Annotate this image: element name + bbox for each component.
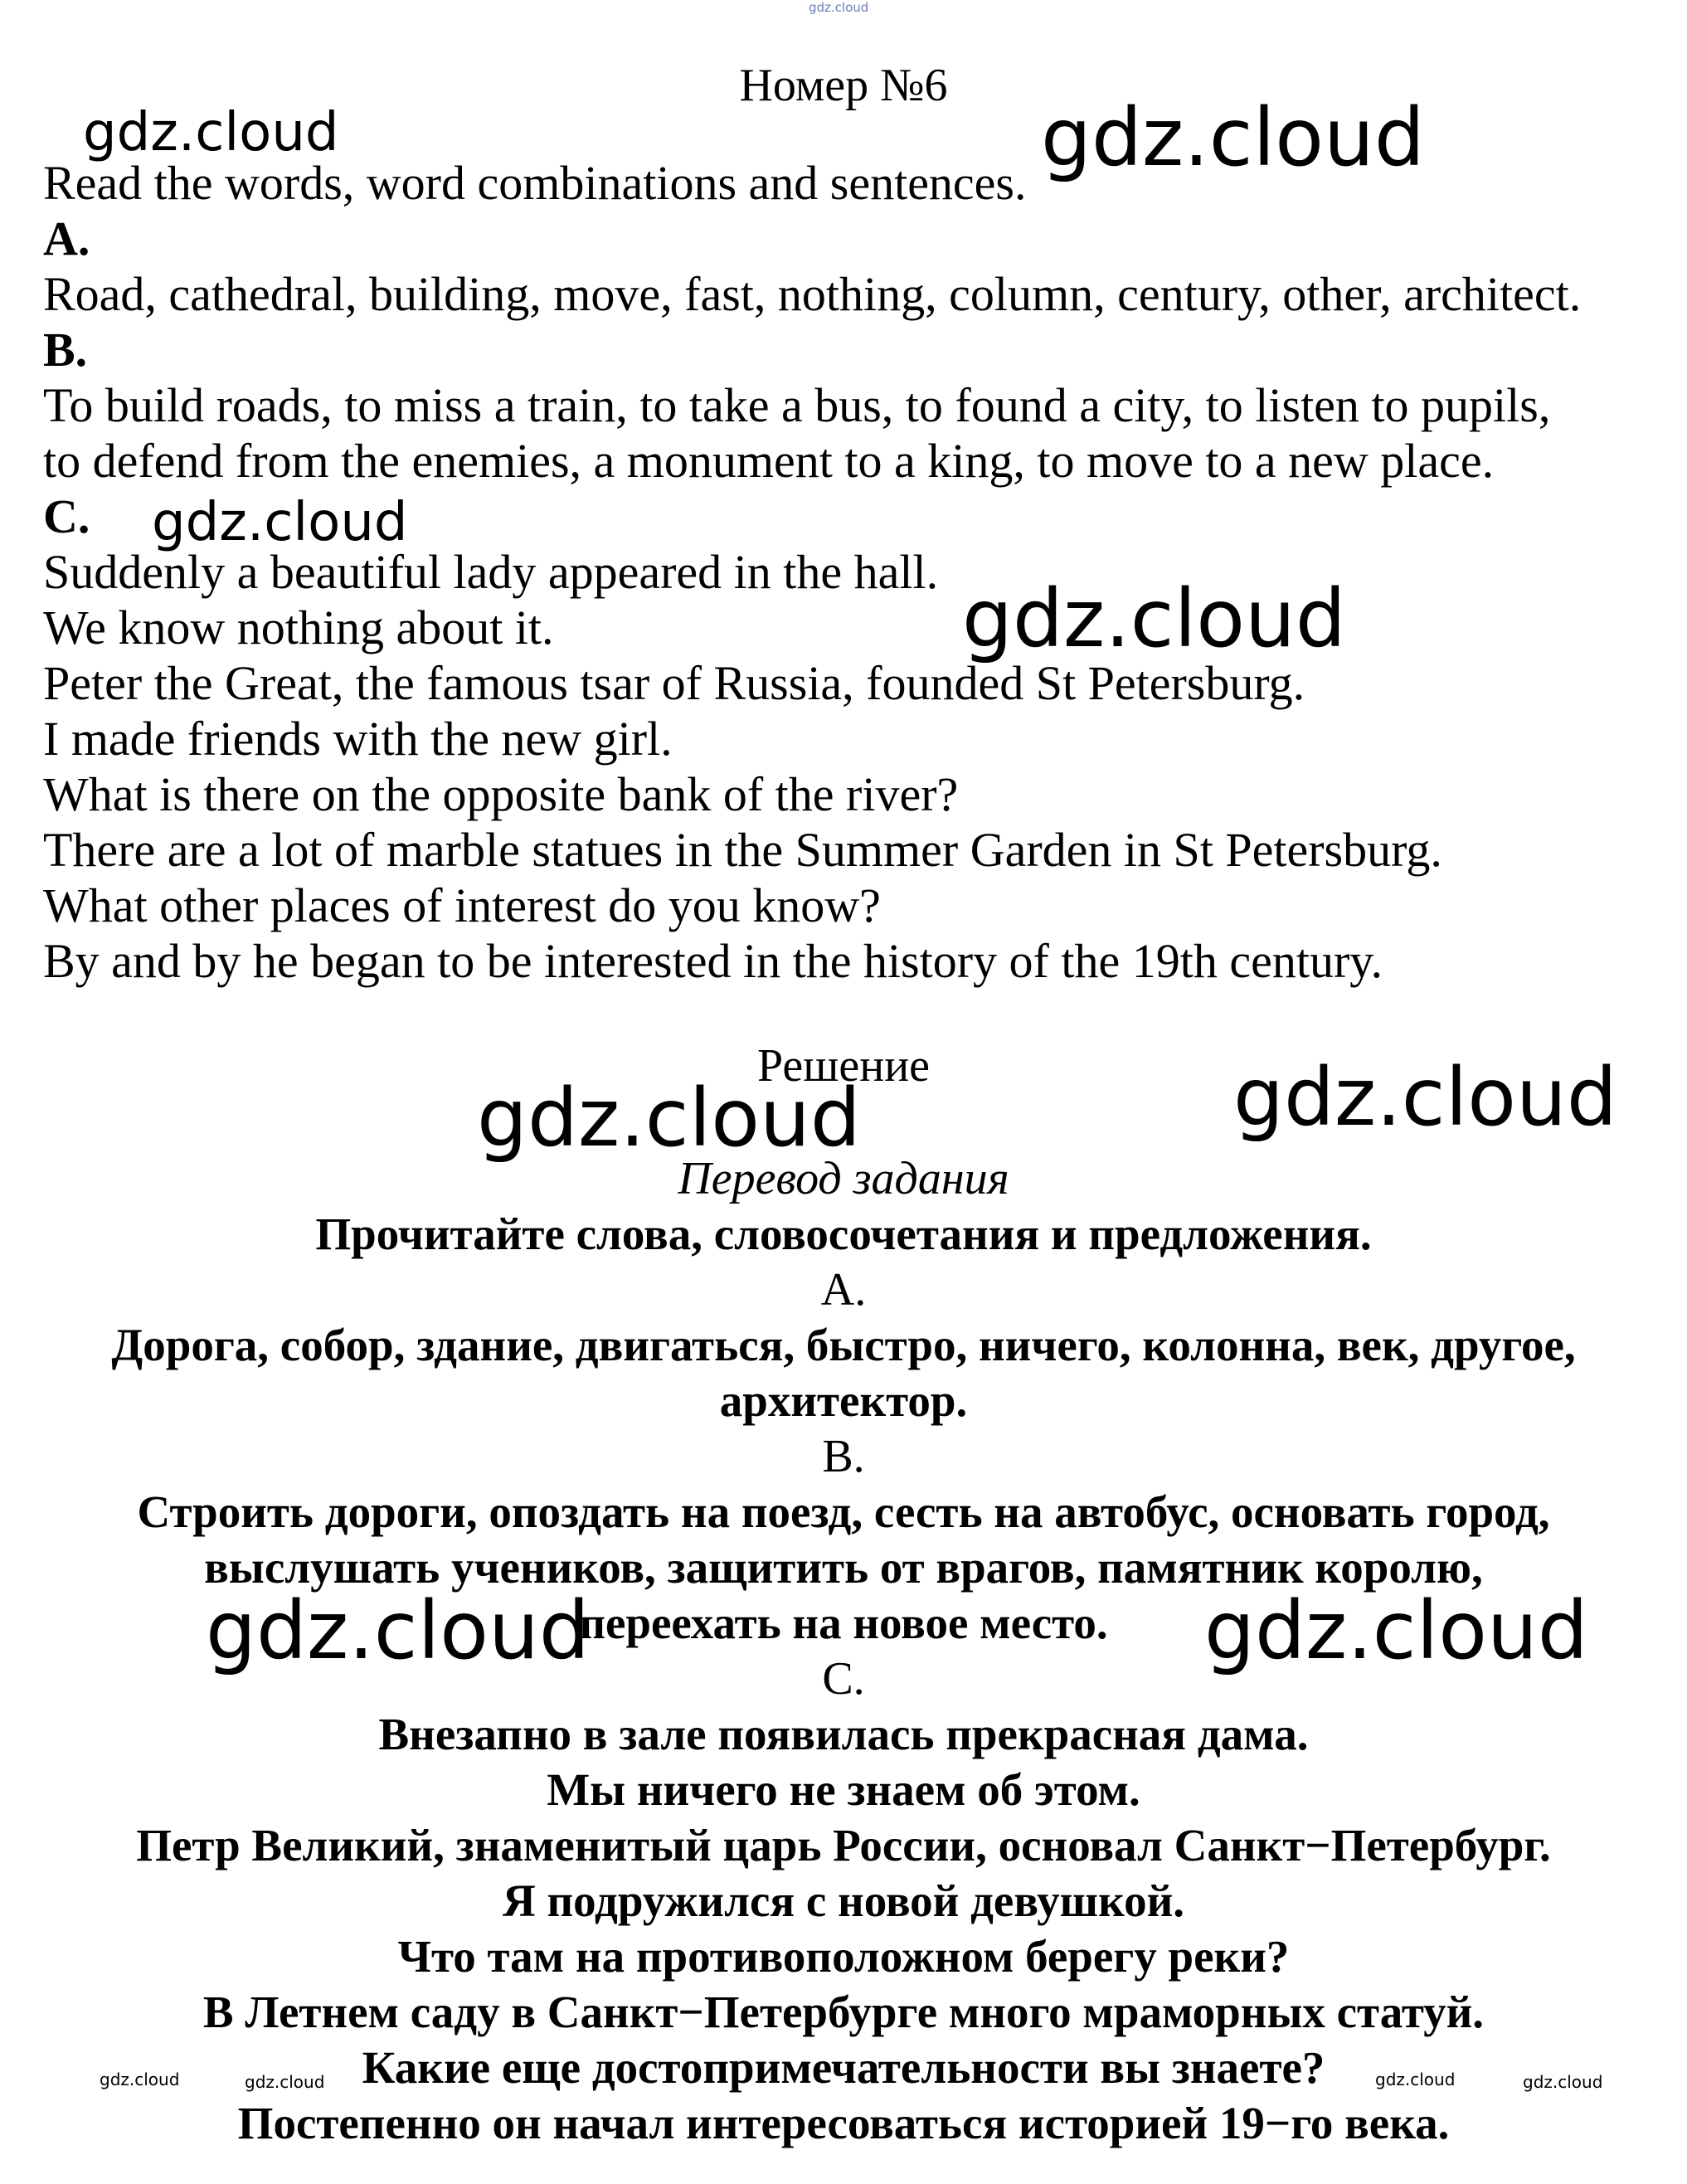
task-c-line: What is there on the opposite bank of the river? xyxy=(43,767,959,821)
task-a-text: Road, cathedral, building, move, fast, nothing, column, century, other, architect. xyxy=(43,267,1582,321)
task-b-label: B. xyxy=(43,323,88,377)
solution-b-line: выслушать учеников, защитить от врагов, памятник королю, xyxy=(204,1542,1483,1593)
solution-c-line: Мы ничего не знаем об этом. xyxy=(547,1764,1140,1815)
task-c-line: We know nothing about it. xyxy=(43,601,554,654)
solution-subheading: Перевод задания xyxy=(678,1153,1009,1204)
solution-c-line: Внезапно в зале появилась прекрасная дама. xyxy=(378,1709,1309,1759)
task-c-line: Peter the Great, the famous tsar of Russia, founded St Petersburg. xyxy=(43,656,1305,710)
watermark: gdz.cloud xyxy=(206,1584,590,1677)
page-title: Номер №6 xyxy=(739,60,948,111)
task-c-label: C. xyxy=(43,489,90,543)
task-a-label: A. xyxy=(43,212,90,265)
solution-c-line: Постепенно он начал интересоваться историей 19−го века. xyxy=(237,2098,1450,2148)
solution-c-line: Какие еще достопримечательности вы знаете? xyxy=(362,2042,1325,2093)
watermark: gdz.cloud xyxy=(1204,1584,1588,1677)
solution-b-line: Строить дороги, опоздать на поезд, сесть на автобус, основать город, xyxy=(137,1486,1550,1537)
solution-c-label: C. xyxy=(822,1653,865,1705)
watermark: gdz.cloud xyxy=(477,1072,861,1165)
watermark: gdz.cloud xyxy=(100,2070,180,2089)
watermark: gdz.cloud xyxy=(1523,2072,1603,2092)
watermark: gdz.cloud xyxy=(962,572,1346,665)
solution-a-line: архитектор. xyxy=(719,1375,968,1426)
watermark-top: gdz.cloud xyxy=(809,0,869,15)
task-c-line: What other places of interest do you know? xyxy=(43,878,881,932)
task-c-line: There are a lot of marble statues in the Summer Garden in St Petersburg. xyxy=(43,823,1442,877)
watermark: gdz.cloud xyxy=(152,492,408,553)
watermark: gdz.cloud xyxy=(83,102,339,163)
solution-c-line: Петр Великий, знаменитый царь России, основал Санкт−Петербург. xyxy=(136,1820,1551,1870)
solution-b-line: переехать на новое место. xyxy=(579,1598,1108,1648)
task-c-line: By and by he began to be interested in the history of the 19th century. xyxy=(43,934,1383,988)
solution-b-label: B. xyxy=(822,1431,865,1482)
solution-c-line: Я подружился с новой девушкой. xyxy=(502,1875,1185,1926)
solution-a-line: Дорога, собор, здание, двигаться, быстро, ничего, колонна, век, другое, xyxy=(111,1320,1576,1370)
watermark: gdz.cloud xyxy=(245,2072,325,2092)
task-b-line: to defend from the enemies, a monument to a king, to move to a new place. xyxy=(43,434,1495,488)
watermark: gdz.cloud xyxy=(1233,1051,1617,1144)
task-c-line: Suddenly a beautiful lady appeared in the hall. xyxy=(43,545,939,599)
watermark: gdz.cloud xyxy=(1041,91,1425,184)
task-b-line: To build roads, to miss a train, to take a bus, to found a city, to listen to pupils, xyxy=(43,378,1551,432)
solution-heading: Решение xyxy=(756,1040,931,1092)
task-instruction: Read the words, word combinations and sentences. xyxy=(43,156,1027,210)
watermark: gdz.cloud xyxy=(1375,2070,1456,2089)
solution-a-label: A. xyxy=(820,1264,867,1316)
solution-instruction: Прочитайте слова, словосочетания и предложения. xyxy=(315,1209,1372,1259)
task-c-line: I made friends with the new girl. xyxy=(43,712,673,766)
solution-c-line: Что там на противоположном берегу реки? xyxy=(397,1931,1290,1982)
solution-c-line: В Летнем саду в Санкт−Петербурге много мраморных статуй. xyxy=(202,1987,1485,2037)
